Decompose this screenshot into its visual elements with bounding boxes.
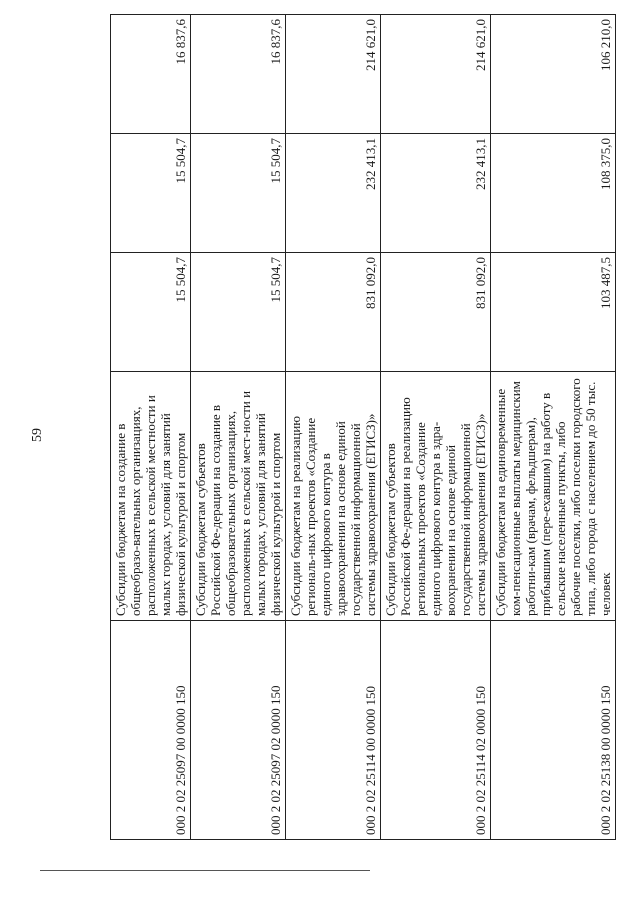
budget-table bbox=[110, 14, 616, 840]
table-row bbox=[111, 15, 191, 840]
value-cell-1: 831 092,0 bbox=[381, 253, 491, 372]
table-row bbox=[191, 15, 286, 840]
value-cell-3: 16 837,6 bbox=[111, 15, 191, 134]
footer-rule bbox=[40, 870, 370, 871]
budget-code-cell: 000 2 02 25097 02 0000 150 bbox=[191, 621, 286, 840]
budget-code-cell: 000 2 02 25114 02 0000 150 bbox=[381, 621, 491, 840]
subsidy-name-cell: Субсидии бюджетам на реализацию региональ-ных проектов «Создание единого цифрового контура в здравоохранении на основе единой государственной информационной системы здравоохранения (ЕГИСЗ)» bbox=[286, 372, 381, 621]
value-cell-1: 15 504,7 bbox=[111, 253, 191, 372]
value-cell-1: 831 092,0 bbox=[286, 253, 381, 372]
budget-code-cell: 000 2 02 25097 00 0000 150 bbox=[111, 621, 191, 840]
value-cell-3: 106 210,0 bbox=[491, 15, 616, 134]
value-cell-3: 214 621,0 bbox=[286, 15, 381, 134]
rotated-table-wrapper bbox=[110, 19, 613, 840]
table-row bbox=[286, 15, 381, 840]
subsidy-name-cell: Субсидии бюджетам субъектов Российской Фе-дерации на реализацию региональных проектов «Создание единого цифрового контура в здра-воохранении на основе единой государственной информационной системы здравоохранения (ЕГИСЗ)» bbox=[381, 372, 491, 621]
subsidy-name-cell: Субсидии бюджетам на создание в общеобразо-вательных организациях, расположенных в сельской местности и малых городах, условий для занятий физической культурой и спортом bbox=[111, 372, 191, 621]
table-row bbox=[491, 15, 616, 840]
subsidy-name-cell: Субсидии бюджетам субъектов Российской Фе-дерации на создание в общеобразовательных организациях, расположенных в сельской мест-ности и малых городах, условий для занятий физической культурой и спортом bbox=[191, 372, 286, 621]
value-cell-2: 15 504,7 bbox=[191, 134, 286, 253]
value-cell-2: 232 413,1 bbox=[286, 134, 381, 253]
subsidy-name-cell: Субсидии бюджетам на единовременные ком-пенсационные выплаты медицинским работни-кам (врачам, фельдшерам), прибывшим (пере-ехавшим) на работу в сельские населенные пункты, либо рабочие поселки, либо поселки городского типа, либо города с населением до 50 тыс. человек bbox=[491, 372, 616, 621]
value-cell-1: 103 487,5 bbox=[491, 253, 616, 372]
value-cell-1: 15 504,7 bbox=[191, 253, 286, 372]
value-cell-2: 15 504,7 bbox=[111, 134, 191, 253]
value-cell-3: 16 837,6 bbox=[191, 15, 286, 134]
page-number: 59 bbox=[30, 428, 45, 442]
budget-code-cell: 000 2 02 25138 00 0000 150 bbox=[491, 621, 616, 840]
value-cell-2: 108 375,0 bbox=[491, 134, 616, 253]
value-cell-2: 232 413,1 bbox=[381, 134, 491, 253]
value-cell-3: 214 621,0 bbox=[381, 15, 491, 134]
budget-code-cell: 000 2 02 25114 00 0000 150 bbox=[286, 621, 381, 840]
table-row bbox=[381, 15, 491, 840]
